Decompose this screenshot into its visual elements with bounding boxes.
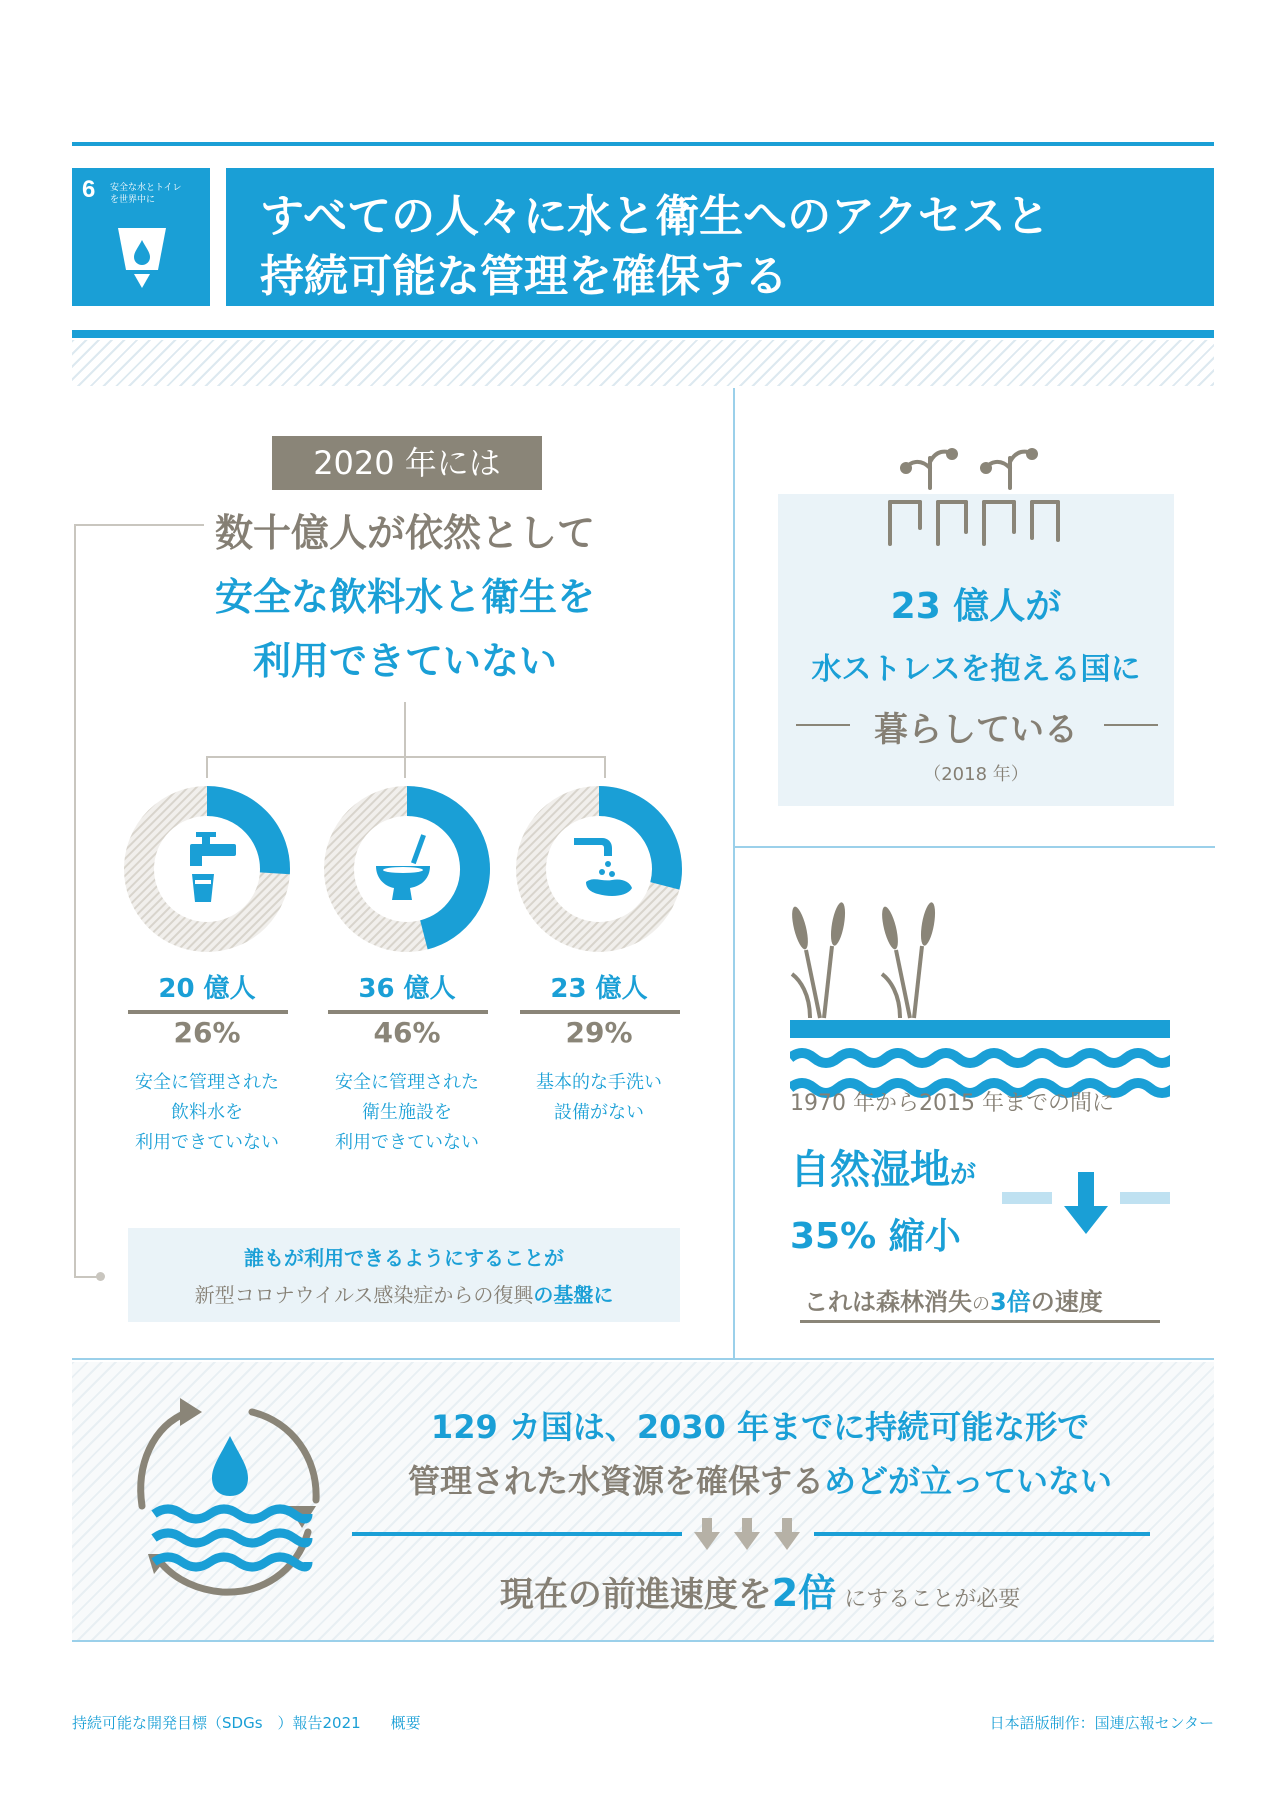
recovery-note-box — [128, 1228, 680, 1322]
stat-desc-2-line2: 衛生施設を — [362, 1102, 452, 1123]
wetlands-compare-a: これは森林消失 — [804, 1288, 972, 1316]
bottom-line3-b: 2倍 — [771, 1571, 837, 1615]
wetlands-compare — [804, 1282, 1103, 1317]
goal-label-line2: を世界中に — [110, 195, 156, 205]
connector-right — [604, 756, 606, 778]
handwashing-icon — [572, 832, 638, 902]
bracket-line-left — [74, 524, 76, 1278]
wetlands-compare-underline — [800, 1320, 1160, 1323]
bottom-line1: 129 カ国は、2030 年までに持続可能な形で — [430, 1408, 1090, 1446]
sprouts-icon — [880, 428, 1066, 546]
connector-stem — [404, 702, 406, 756]
stat-percent-1: 26% — [173, 1016, 241, 1049]
vertical-divider — [733, 388, 735, 1358]
water-stress-year: （2018 年） — [923, 764, 1029, 785]
wetlands-line1 — [790, 1138, 976, 1195]
water-stress-line1: 23 億人が — [890, 586, 1062, 627]
headline-line1: 数十億人が依然として — [214, 511, 595, 555]
faucet-glass-icon — [180, 830, 238, 904]
reeds-icon — [780, 894, 960, 1022]
wetlands-period: 1970 年から2015 年までの間に — [790, 1091, 1114, 1116]
bottom-line2-a: 管理された水資源を確保する — [407, 1462, 824, 1500]
stat-percent-2: 46% — [373, 1016, 441, 1049]
goal-label-line1: 安全な水とトイレ — [110, 183, 182, 193]
stat-divider-1 — [128, 1010, 288, 1014]
stat-percent-3: 29% — [565, 1016, 633, 1049]
wetlands-compare-b: の — [972, 1294, 990, 1315]
header-bottom-rule — [72, 330, 1214, 338]
bottom-line2 — [340, 1456, 1180, 1502]
connector-bar — [206, 756, 606, 758]
stat-desc-1-line1: 安全に管理された — [135, 1072, 279, 1093]
wetlands-line2: 35% 縮小 — [790, 1216, 961, 1257]
toilet-icon — [374, 834, 438, 904]
stat-count-1: 20 億人 — [158, 974, 256, 1004]
water-glass-icon — [116, 226, 168, 292]
bottom-section-rule — [72, 1358, 1214, 1360]
footer-right: 日本語版制作：国連広報センター — [989, 1714, 1214, 1732]
water-stress-rule-left — [796, 724, 850, 726]
decline-arrow-icon — [1002, 1172, 1172, 1238]
hatched-band — [72, 340, 1214, 386]
year-badge-text: 2020 年には — [313, 444, 501, 482]
recovery-note-line1: 誰もが利用できるようにすることが — [244, 1246, 564, 1270]
recovery-note-line2 — [128, 1279, 680, 1308]
connector-left — [206, 756, 208, 778]
bottom-line3-c: にすることが必要 — [844, 1587, 1021, 1612]
wetlands-compare-c: 3倍 — [990, 1288, 1031, 1316]
bottom-rule-left — [352, 1532, 682, 1536]
stat-desc-1-line2: 飲料水を — [171, 1102, 243, 1123]
bracket-dot — [96, 1272, 105, 1281]
bottom-line3-a: 現在の前進速度を — [499, 1575, 772, 1615]
recovery-note-line2-b: の基盤に — [533, 1283, 614, 1307]
stat-desc-2-line3: 利用できていない — [335, 1132, 479, 1153]
water-stress-line3: 暮らしている — [874, 710, 1078, 750]
header-top-rule — [72, 142, 1214, 146]
wetlands-line1-main: 自然湿地 — [790, 1147, 950, 1193]
stat-count-2: 36 億人 — [358, 974, 456, 1004]
water-stress-rule-right — [1104, 724, 1158, 726]
wetlands-compare-d: の速度 — [1030, 1288, 1103, 1316]
bottom-rule-right — [814, 1532, 1150, 1536]
stat-desc-3-line2: 設備がない — [554, 1102, 644, 1123]
stat-desc-1-line3: 利用できていない — [135, 1132, 279, 1153]
page-title-line1: すべての人々に水と衛生へのアクセスと — [260, 191, 1050, 242]
headline-line2: 安全な飲料水と衛生を — [214, 575, 595, 619]
right-horizontal-divider — [735, 846, 1215, 848]
year-badge — [272, 436, 542, 490]
footer-left: 持続可能な開発目標（SDGs ）報告2021 概要 — [72, 1714, 421, 1732]
triple-down-arrows-icon — [692, 1518, 804, 1552]
bottom-band-rule — [72, 1640, 1214, 1642]
water-cycle-icon — [132, 1396, 328, 1602]
headline-line3: 利用できていない — [252, 639, 557, 683]
wetlands-line1-suffix: が — [950, 1160, 977, 1190]
stat-divider-2 — [328, 1010, 488, 1014]
page-title-line2: 持続可能な管理を確保する — [260, 251, 788, 302]
stat-divider-3 — [520, 1010, 680, 1014]
stat-desc-3-line1: 基本的な手洗い — [536, 1072, 662, 1093]
title-banner — [226, 168, 1214, 306]
bottom-line2-b: めどが立っていない — [824, 1462, 1113, 1500]
sdg-goal-badge — [72, 168, 210, 306]
bottom-line3 — [340, 1562, 1180, 1617]
stat-desc-2-line1: 安全に管理された — [335, 1072, 479, 1093]
water-stress-line2: 水ストレスを抱える国に — [811, 652, 1141, 687]
connector-mid — [404, 756, 406, 778]
recovery-note-line2-a: 新型コロナウイルス感染症からの復興 — [194, 1283, 534, 1307]
stat-count-3: 23 億人 — [550, 974, 648, 1004]
goal-number: 6 — [82, 176, 96, 203]
